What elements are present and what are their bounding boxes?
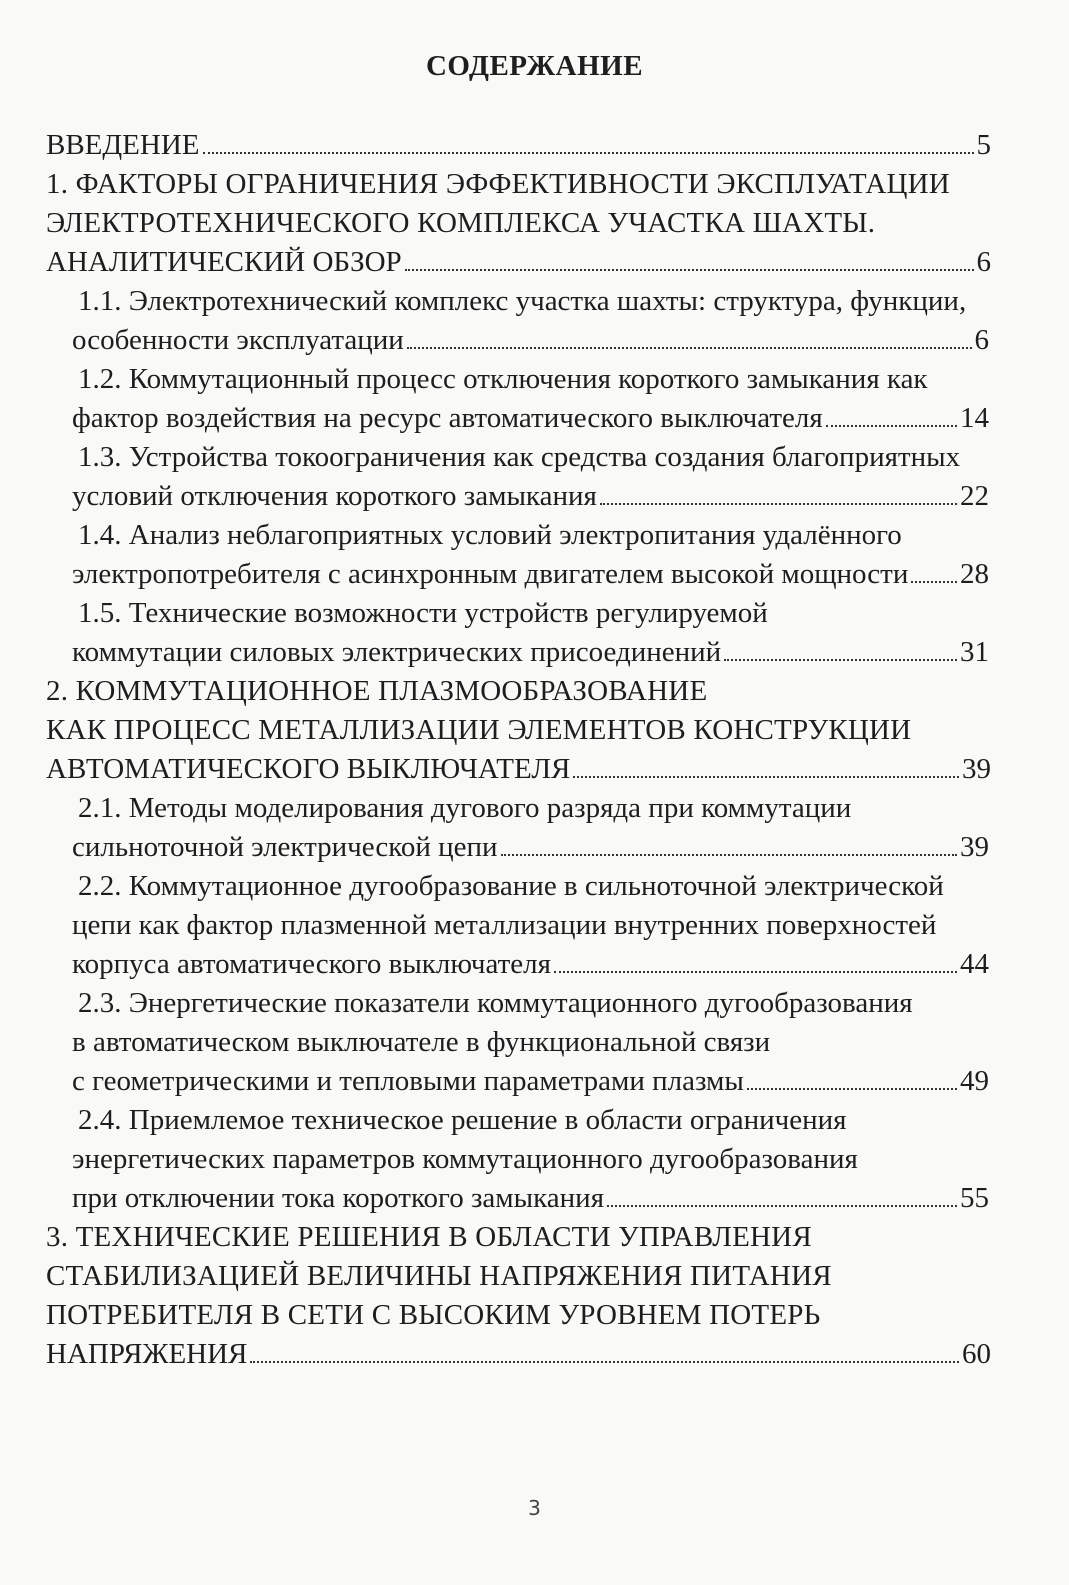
toc-entry-text: условий отключения короткого замыкания <box>72 480 597 512</box>
dot-leader <box>250 1361 959 1363</box>
toc-entry-leader-line <box>46 243 991 282</box>
toc-entry-line: 2. КОММУТАЦИОННОЕ ПЛАЗМООБРАЗОВАНИЕ <box>46 675 708 707</box>
toc-entry-line: ПОТРЕБИТЕЛЯ В СЕТИ С ВЫСОКИМ УРОВНЕМ ПОТЕРЬ <box>46 1299 821 1331</box>
toc-entry-leader-line <box>72 1179 989 1218</box>
toc-entry-line: цепи как фактор плазменной металлизации внутренних поверхностей <box>72 909 937 941</box>
dot-leader <box>203 152 974 154</box>
toc-section-entry <box>0 516 989 594</box>
toc-page-number: 44 <box>960 948 989 980</box>
toc-page-number: 6 <box>976 246 991 278</box>
toc-entry-leader-line <box>46 1335 991 1374</box>
toc-chapter-entry <box>0 126 991 165</box>
dot-leader <box>600 503 957 505</box>
toc-entry-line: 2.1. Методы моделирования дугового разряда при коммутации <box>78 792 852 824</box>
toc-entry-leader-line <box>72 828 989 867</box>
toc-entry-line: энергетических параметров коммутационного дугообразования <box>72 1143 858 1175</box>
dot-leader <box>826 425 957 427</box>
toc-entry-text: коммутации силовых электрических присоединений <box>72 636 722 668</box>
toc-section-entry <box>0 984 989 1101</box>
toc-entry-leader-line <box>72 945 989 984</box>
toc-entry-text: корпуса автоматического выключателя <box>72 948 551 980</box>
toc-entry-text: при отключении тока короткого замыкания <box>72 1182 605 1214</box>
toc-entry-leader-line <box>72 1062 989 1101</box>
toc-page-number: 55 <box>960 1182 989 1214</box>
dot-leader <box>501 854 957 856</box>
toc-entry-line: СТАБИЛИЗАЦИЕЙ ВЕЛИЧИНЫ НАПРЯЖЕНИЯ ПИТАНИЯ <box>46 1260 832 1292</box>
toc-entry-line: 2.3. Энергетические показатели коммутационного дугообразования <box>78 987 913 1019</box>
toc-entry-line: в автоматическом выключателе в функциональной связи <box>72 1026 771 1058</box>
toc-section-entry <box>0 360 989 438</box>
toc-section-entry <box>0 282 989 360</box>
toc-page-number: 6 <box>974 324 989 356</box>
page-title: СОДЕРЖАНИЕ <box>425 50 644 82</box>
table-of-contents <box>0 126 1069 1374</box>
dot-leader <box>573 776 959 778</box>
dot-leader <box>747 1088 957 1090</box>
toc-entry-text: сильноточной электрической цепи <box>72 831 498 863</box>
toc-page-number: 39 <box>962 753 991 785</box>
dot-leader <box>607 1205 957 1207</box>
page-number: 3 <box>528 1496 541 1520</box>
toc-page-number: 28 <box>960 558 989 590</box>
toc-chapter-entry <box>0 1218 991 1374</box>
toc-entry-text: электропотребителя с асинхронным двигателем высокой мощности <box>72 558 909 590</box>
toc-entry-leader-line <box>72 399 989 438</box>
toc-entry-text: особенности эксплуатации <box>72 324 404 356</box>
toc-entry-leader-line <box>72 555 989 594</box>
toc-section-entry <box>0 867 989 984</box>
dot-leader <box>554 971 957 973</box>
toc-entry-text: ВВЕДЕНИЕ <box>46 129 200 161</box>
toc-entry-line: 1.1. Электротехнический комплекс участка шахты: структура, функции, <box>78 285 967 317</box>
dot-leader <box>724 659 957 661</box>
toc-page-number: 60 <box>962 1338 991 1370</box>
toc-section-entry <box>0 594 989 672</box>
toc-chapter-entry <box>0 165 991 282</box>
dot-leader <box>405 269 974 271</box>
toc-entry-line: 1.5. Технические возможности устройств регулируемой <box>78 597 768 629</box>
toc-page-number: 31 <box>960 636 989 668</box>
toc-entry-leader-line <box>72 477 989 516</box>
toc-entry-text: фактор воздействия на ресурс автоматического выключателя <box>72 402 823 434</box>
toc-section-entry <box>0 789 989 867</box>
toc-page-number: 49 <box>960 1065 989 1097</box>
toc-page-number: 5 <box>976 129 991 161</box>
toc-page-number: 39 <box>960 831 989 863</box>
dot-leader <box>407 347 972 349</box>
toc-entry-line: КАК ПРОЦЕСС МЕТАЛЛИЗАЦИИ ЭЛЕМЕНТОВ КОНСТРУКЦИИ <box>46 714 912 746</box>
toc-entry-leader-line <box>72 633 989 672</box>
toc-entry-leader-line <box>46 126 991 165</box>
toc-entry-line: 2.4. Приемлемое техническое решение в области ограничения <box>78 1104 847 1136</box>
toc-entry-line: 2.2. Коммутационное дугообразование в сильноточной электрической <box>78 870 944 902</box>
toc-entry-text: АНАЛИТИЧЕСКИЙ ОБЗОР <box>46 246 402 278</box>
toc-entry-line: 1.4. Анализ неблагоприятных условий электропитания удалённого <box>78 519 902 551</box>
dot-leader <box>911 581 957 583</box>
toc-entry-text: с геометрическими и тепловыми параметрами плазмы <box>72 1065 744 1097</box>
toc-entry-line: 1.3. Устройства токоограничения как средства создания благоприятных <box>78 441 961 473</box>
toc-entry-leader-line <box>72 321 989 360</box>
toc-entry-line: 3. ТЕХНИЧЕСКИЕ РЕШЕНИЯ В ОБЛАСТИ УПРАВЛЕНИЯ <box>46 1221 812 1253</box>
toc-entry-leader-line <box>46 750 991 789</box>
toc-entry-text: АВТОМАТИЧЕСКОГО ВЫКЛЮЧАТЕЛЯ <box>46 753 571 785</box>
toc-entry-text: НАПРЯЖЕНИЯ <box>46 1338 248 1370</box>
toc-entry-line: 1.2. Коммутационный процесс отключения короткого замыкания как <box>78 363 928 395</box>
toc-section-entry <box>0 1101 989 1218</box>
toc-chapter-entry <box>0 672 991 789</box>
toc-page-number: 22 <box>960 480 989 512</box>
toc-section-entry <box>0 438 989 516</box>
toc-page-number: 14 <box>960 402 989 434</box>
toc-entry-line: ЭЛЕКТРОТЕХНИЧЕСКОГО КОМПЛЕКСА УЧАСТКА ШАХТЫ. <box>46 207 876 239</box>
toc-entry-line: 1. ФАКТОРЫ ОГРАНИЧЕНИЯ ЭФФЕКТИВНОСТИ ЭКСПЛУАТАЦИИ <box>46 168 950 200</box>
